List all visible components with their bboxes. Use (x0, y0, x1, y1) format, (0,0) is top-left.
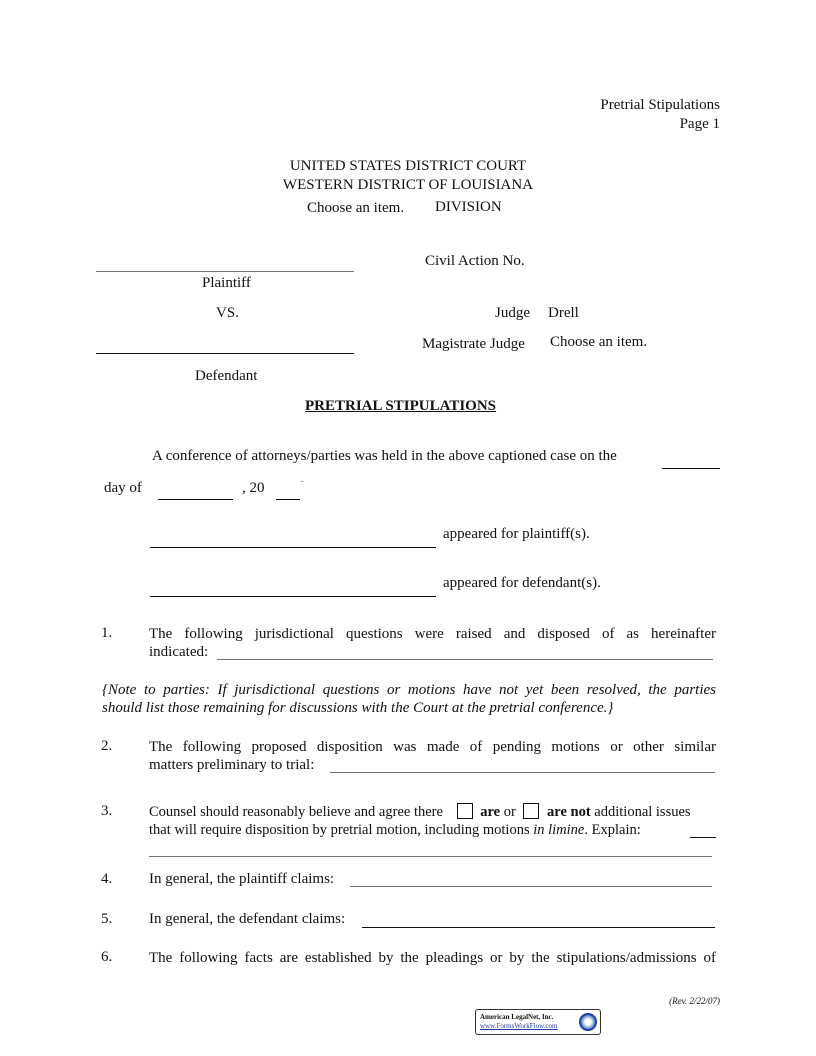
item-5-field[interactable] (362, 927, 715, 928)
plaintiff-line[interactable] (96, 271, 354, 272)
item-3-line2a: that will require disposition by pretrial motion, including motions (149, 822, 530, 838)
division-label: DIVISION (435, 199, 502, 215)
in-limine-text: in limine (533, 822, 585, 838)
magistrate-label: Magistrate Judge (422, 336, 525, 352)
day-field[interactable] (662, 468, 720, 469)
item-3-part1: Counsel should reasonably believe and agree there (149, 804, 443, 820)
item-2-field[interactable] (330, 772, 715, 773)
plaintiff-counsel-field[interactable] (150, 547, 436, 548)
year-prefix: , 20 (242, 480, 265, 496)
intro-period: . (301, 474, 304, 484)
item-1-text: The following jurisdictional questions were raised and disposed of as hereinafter (149, 626, 716, 642)
item-1-text-2: indicated: (149, 644, 209, 660)
revision-date: (Rev. 2/22/07) (669, 996, 720, 1006)
judge-label: Judge (495, 305, 530, 321)
appeared-plaintiff-text: appeared for plaintiff(s). (443, 526, 590, 542)
plaintiff-label: Plaintiff (202, 275, 251, 291)
document-title: PRETRIAL STIPULATIONS (305, 398, 497, 414)
item-2-number: 2. (101, 738, 113, 754)
item-4-number: 4. (101, 871, 113, 887)
item-4-field[interactable] (350, 886, 712, 887)
intro-text: A conference of attorneys/parties was held in the above captioned case on the (152, 448, 617, 464)
vs-label: VS. (216, 305, 239, 321)
item-6-text: The following facts are established by the pleadings or by the stipulations/admissions of (149, 950, 716, 966)
magistrate-select[interactable]: Choose an item. (550, 334, 648, 350)
item-3-number: 3. (101, 803, 113, 819)
item-1-number: 1. (101, 625, 113, 641)
logo-line-2[interactable]: www.FormsWorkFlow.com (480, 1022, 558, 1030)
item-3-part2: additional issues (594, 804, 691, 820)
page-number: Page 1 (679, 116, 720, 132)
item-5-text: In general, the defendant claims: (149, 911, 346, 927)
are-checkbox[interactable] (457, 803, 473, 819)
item-6-number: 6. (101, 949, 113, 965)
are-label: are (480, 804, 501, 820)
publisher-logo[interactable] (475, 1009, 601, 1035)
globe-icon (579, 1013, 597, 1031)
item-1-field[interactable] (217, 659, 713, 660)
year-field[interactable] (276, 499, 300, 500)
court-name: UNITED STATES DISTRICT COURT (289, 158, 527, 174)
item-3-line2b: . Explain: (584, 822, 641, 838)
logo-line-1: American LegalNet, Inc. (480, 1013, 554, 1021)
note-line-1: {Note to parties: If jurisdictional questions or motions have not yet been resolved, the parties (102, 682, 716, 698)
item-2-text: The following proposed disposition was made of pending motions or other similar (149, 739, 716, 755)
defendant-counsel-field[interactable] (150, 596, 436, 597)
item-5-number: 5. (101, 911, 113, 927)
court-district: WESTERN DISTRICT OF LOUISIANA (282, 177, 534, 193)
or-label: or (503, 804, 516, 820)
day-of-label: day of (104, 480, 142, 496)
judge-name: Drell (548, 305, 579, 321)
civil-action-label: Civil Action No. (425, 253, 525, 269)
are-not-label: are not (547, 804, 591, 820)
are-not-checkbox[interactable] (523, 803, 539, 819)
item-2-text-2: matters preliminary to trial: (149, 757, 315, 773)
note-line-2: should list those remaining for discussions with the Court at the pretrial conference.} (102, 700, 614, 716)
item-3-line-1 (149, 803, 691, 821)
item-3-line-2 (149, 822, 641, 839)
item-3-explain-line[interactable] (149, 856, 712, 857)
header-title: Pretrial Stipulations (600, 97, 720, 113)
item-3-explain-field[interactable] (690, 837, 716, 838)
month-field[interactable] (158, 499, 233, 500)
defendant-line[interactable] (96, 353, 354, 354)
item-4-text: In general, the plaintiff claims: (149, 871, 335, 887)
defendant-label: Defendant (195, 368, 258, 384)
division-select[interactable]: Choose an item. (307, 200, 405, 216)
appeared-defendant-text: appeared for defendant(s). (443, 575, 601, 591)
